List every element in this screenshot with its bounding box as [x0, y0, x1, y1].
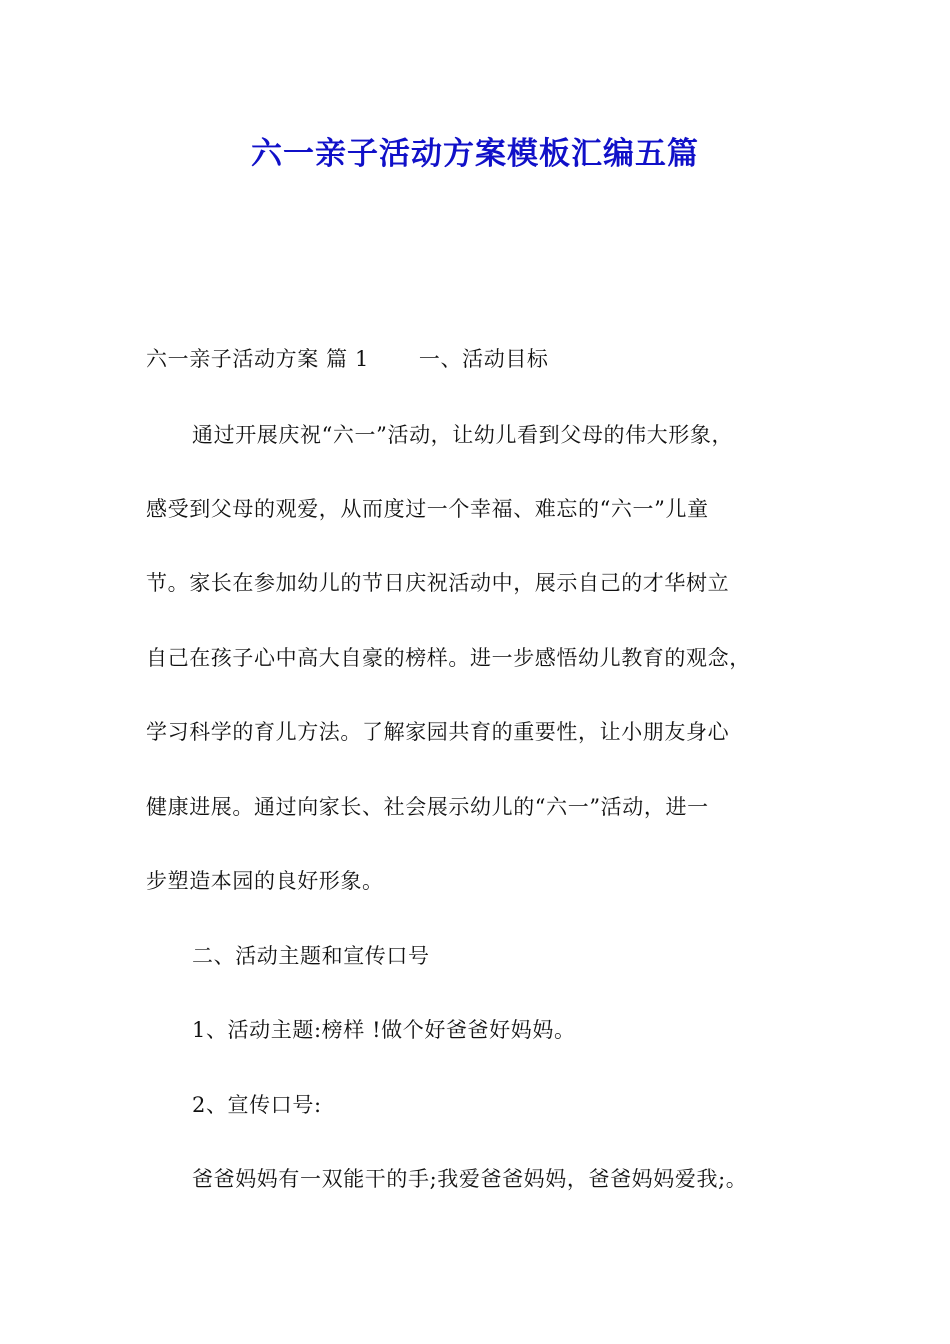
slogan-label: 2、宣传口号: [192, 1093, 322, 1117]
section-2-heading: 二、活动主题和宣传口号 [192, 944, 430, 968]
section-1-heading: 一、活动目标 [418, 347, 549, 371]
document-title: 六一亲子活动方案模板汇编五篇 [251, 136, 699, 172]
heading-line [146, 344, 549, 374]
paragraph-line: 自己在孩子心中高大自豪的榜样。进一步感悟幼儿教育的观念， [146, 646, 751, 670]
paragraph-line: 学习科学的育儿方法。了解家园共育的重要性，让小朋友身心 [146, 720, 730, 744]
article-label: 六一亲子活动方案 篇 1 [146, 347, 369, 371]
paragraph-line: 感受到父母的观爱，从而度过一个幸福、难忘的“六一”儿童 [146, 497, 709, 521]
slogan-text: 爸爸妈妈有一双能干的手;我爱爸爸妈妈，爸爸妈妈爱我;。 [192, 1167, 748, 1191]
paragraph-line: 步塑造本园的良好形象。 [146, 869, 384, 893]
paragraph-line: 通过开展庆祝“六一”活动，让幼儿看到父母的伟大形象， [192, 423, 734, 447]
paragraph-line: 健康进展。通过向家长、社会展示幼儿的“六一”活动，进一 [146, 795, 709, 819]
theme-line: 1、活动主题:榜样 !做个好爸爸好妈妈。 [192, 1018, 576, 1042]
paragraph-line: 节。家长在参加幼儿的节日庆祝活动中，展示自己的才华树立 [146, 571, 730, 595]
